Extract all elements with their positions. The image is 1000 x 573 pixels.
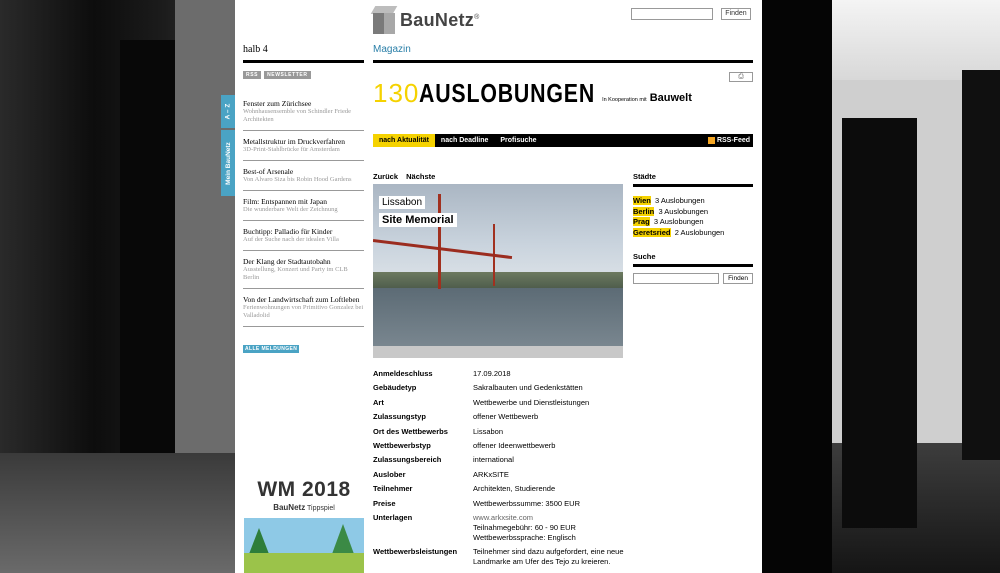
- all-news-link[interactable]: ALLE MELDUNGEN: [245, 346, 298, 352]
- divider: [633, 264, 753, 267]
- cooperation-label: In Kooperation mit: [602, 97, 647, 103]
- competition-count: 130: [373, 78, 420, 108]
- list-item[interactable]: [633, 217, 753, 228]
- list-item[interactable]: [243, 131, 364, 161]
- news-title: Film: Entspannen mit Japan: [243, 197, 327, 206]
- tag-row: [243, 71, 364, 79]
- tab-nach-deadline[interactable]: nach Deadline: [440, 137, 489, 144]
- photo-city-label: Lissabon: [379, 196, 425, 209]
- detail-key: Zulassungsbereich: [373, 455, 442, 465]
- news-subtitle: Von Alvaro Siza bis Robin Hood Gardens: [243, 176, 352, 183]
- city-list: [633, 196, 753, 238]
- page-title: [373, 80, 692, 106]
- baunetz-logo[interactable]: [373, 6, 480, 34]
- list-item[interactable]: [243, 161, 364, 191]
- table-row: [373, 547, 753, 567]
- table-row: [373, 513, 753, 547]
- registered-mark: ®: [474, 13, 480, 21]
- next-link[interactable]: Nächste: [406, 172, 436, 181]
- list-item[interactable]: [633, 228, 753, 239]
- search-button[interactable]: Finden: [723, 273, 753, 284]
- gallery-panel: [842, 118, 917, 528]
- leistungen-line: Teilnehmer sind dazu aufgefordert, eine neue: [473, 546, 624, 556]
- detail-value: Wettbewerbssumme: 3500 EUR: [473, 498, 580, 508]
- table-row: [373, 427, 753, 441]
- website-link[interactable]: www.arkxsite.com: [473, 512, 534, 522]
- news-title: Best-of Arsenale: [243, 167, 294, 176]
- ad-brand: BauNetz: [273, 503, 306, 512]
- news-subtitle: 3D-Print-Stahlbrücke für Amsterdam: [243, 146, 340, 153]
- back-link[interactable]: Zurück: [373, 172, 399, 181]
- tab-a-z-label: A – Z: [224, 103, 232, 120]
- rss-label: RSS-Feed: [716, 137, 750, 144]
- detail-key: Art: [373, 397, 384, 407]
- rss-tag[interactable]: RSS: [243, 71, 261, 79]
- filter-nav: [373, 134, 753, 147]
- ad-title: WM 2018: [257, 478, 351, 501]
- detail-value: Architekten, Studierende: [473, 484, 556, 494]
- detail-key: Preise: [373, 498, 396, 508]
- rss-feed-link[interactable]: [708, 134, 750, 147]
- city-count: 3 Auslobungen: [658, 206, 709, 216]
- gallery-panel: [762, 0, 832, 573]
- detail-value: Wettbewerbe und Dienstleistungen: [473, 397, 590, 407]
- detail-key: Unterlagen: [373, 512, 413, 522]
- search-input[interactable]: [633, 273, 719, 284]
- table-row: [373, 470, 753, 484]
- search-heading: Suche: [633, 252, 656, 261]
- fee-text: Teilnahmegebühr: 60 - 90 EUR: [473, 522, 576, 532]
- logo-cube-icon: [373, 6, 395, 34]
- detail-value: 17.09.2018: [473, 369, 511, 378]
- detail-value: offener Wettbewerb: [473, 412, 539, 422]
- divider: [373, 60, 753, 63]
- city-count: 2 Auslobungen: [674, 227, 725, 237]
- detail-key: Ort des Wettbewerbs: [373, 426, 448, 436]
- sidebar-search: [633, 273, 753, 284]
- newsletter-tag[interactable]: NEWSLETTER: [264, 71, 310, 79]
- bauwelt-logo[interactable]: Bauwelt: [649, 92, 692, 104]
- language-text: Wettbewerbssprache: Englisch: [473, 532, 576, 542]
- table-row: [373, 369, 753, 383]
- top-search-input[interactable]: [631, 8, 713, 20]
- ad-illustration: [244, 518, 364, 573]
- list-item[interactable]: [243, 251, 364, 289]
- list-item[interactable]: [243, 191, 364, 221]
- detail-value: international: [473, 455, 514, 465]
- detail-key: Teilnehmer: [373, 484, 413, 494]
- tab-nach-aktualitaet[interactable]: nach Aktualität: [373, 134, 435, 147]
- tab-mein-baunetz[interactable]: [221, 130, 235, 196]
- leistungen-line: Landmarke am Ufer des Tejo zu kreieren.: [473, 556, 611, 566]
- city-count: 3 Auslobungen: [655, 196, 705, 205]
- gallery-panel: [120, 40, 175, 500]
- table-row: [373, 412, 753, 426]
- photo-title-label: Site Memorial: [379, 213, 457, 227]
- divider: [633, 184, 753, 187]
- news-title: Fenster zum Zürichsee: [243, 99, 312, 108]
- table-row: [373, 455, 753, 469]
- city-name[interactable]: Prag: [633, 217, 650, 226]
- gallery-panel: [962, 70, 1000, 460]
- detail-key: Zulassungstyp: [373, 412, 426, 422]
- city-count: 3 Auslobungen: [653, 217, 704, 226]
- news-subtitle: Wohnhausensemble von Schindler Friede Architekten: [243, 108, 351, 123]
- page: [224, 0, 762, 573]
- background-right: [762, 0, 1000, 573]
- gallery-floor: [0, 453, 235, 573]
- table-row: [373, 499, 753, 513]
- news-subtitle: Ausstellung, Konzert und Party im CLB Berlin: [243, 266, 348, 281]
- detail-value: Lissabon: [473, 426, 504, 436]
- news-subtitle: Auf der Suche nach der idealen Villa: [243, 236, 339, 243]
- list-item[interactable]: [633, 207, 753, 218]
- list-item[interactable]: [243, 221, 364, 251]
- news-subtitle: Ferienwohnungen von Primitivo Gonzalez bei Valladolid: [243, 304, 364, 319]
- section-title[interactable]: Magazin: [373, 44, 411, 55]
- cities-heading: Städte: [633, 172, 656, 181]
- pager: [373, 172, 441, 181]
- top-search-button[interactable]: Finden: [721, 8, 751, 20]
- divider: [243, 60, 364, 63]
- printer-icon[interactable]: ⎙: [729, 72, 753, 82]
- rss-icon: [708, 137, 715, 144]
- table-row: [373, 398, 753, 412]
- detail-key: Gebäudetyp: [373, 383, 417, 393]
- news-title: Von der Landwirtschaft zum Loftleben: [243, 295, 360, 304]
- table-row: [373, 383, 753, 397]
- competition-details: [373, 369, 753, 567]
- list-item[interactable]: [243, 289, 364, 327]
- table-row: [373, 484, 753, 498]
- news-title: Der Klang der Stadtautobahn: [243, 257, 331, 266]
- news-list: [243, 93, 364, 327]
- left-sidebar: [243, 44, 364, 355]
- detail-value: offener Ideenwettbewerb: [473, 440, 556, 450]
- city-name[interactable]: Wien: [633, 196, 651, 205]
- detail-key: Auslober: [373, 469, 406, 479]
- detail-value: Sakralbauten und Gedenkstätten: [473, 383, 583, 393]
- ad-subtitle: Tippspiel: [307, 505, 335, 512]
- background-left: [0, 0, 235, 573]
- tab-a-z[interactable]: [221, 95, 235, 128]
- detail-value: ARKxSITE: [473, 469, 509, 479]
- city-name[interactable]: Geretsried: [633, 227, 671, 237]
- competition-photo: [373, 184, 623, 358]
- list-item[interactable]: [243, 93, 364, 131]
- tab-profisuche[interactable]: Profisuche: [500, 137, 537, 144]
- detail-key: Anmeldeschluss: [373, 369, 433, 378]
- table-row: [373, 441, 753, 455]
- tab-mein-baunetz-label: Mein BauNetz: [224, 141, 232, 185]
- sidebar-title: halb 4: [243, 44, 268, 55]
- auslobungen-heading: AUSLOBUNGEN: [419, 78, 596, 108]
- right-sidebar: [633, 172, 753, 284]
- list-item[interactable]: [633, 196, 753, 207]
- detail-key: Wettbewerbstyp: [373, 440, 431, 450]
- city-name[interactable]: Berlin: [633, 206, 655, 216]
- wm-tippspiel-ad[interactable]: [244, 478, 364, 573]
- news-title: Buchtipp: Palladio für Kinder: [243, 227, 333, 236]
- news-title: Metallstruktur im Druckverfahren: [243, 137, 346, 146]
- news-subtitle: Die wunderbare Welt der Zeichnung: [243, 206, 338, 213]
- detail-key: Wettbewerbsleistungen: [373, 546, 458, 556]
- logo-text: BauNetz: [400, 9, 475, 30]
